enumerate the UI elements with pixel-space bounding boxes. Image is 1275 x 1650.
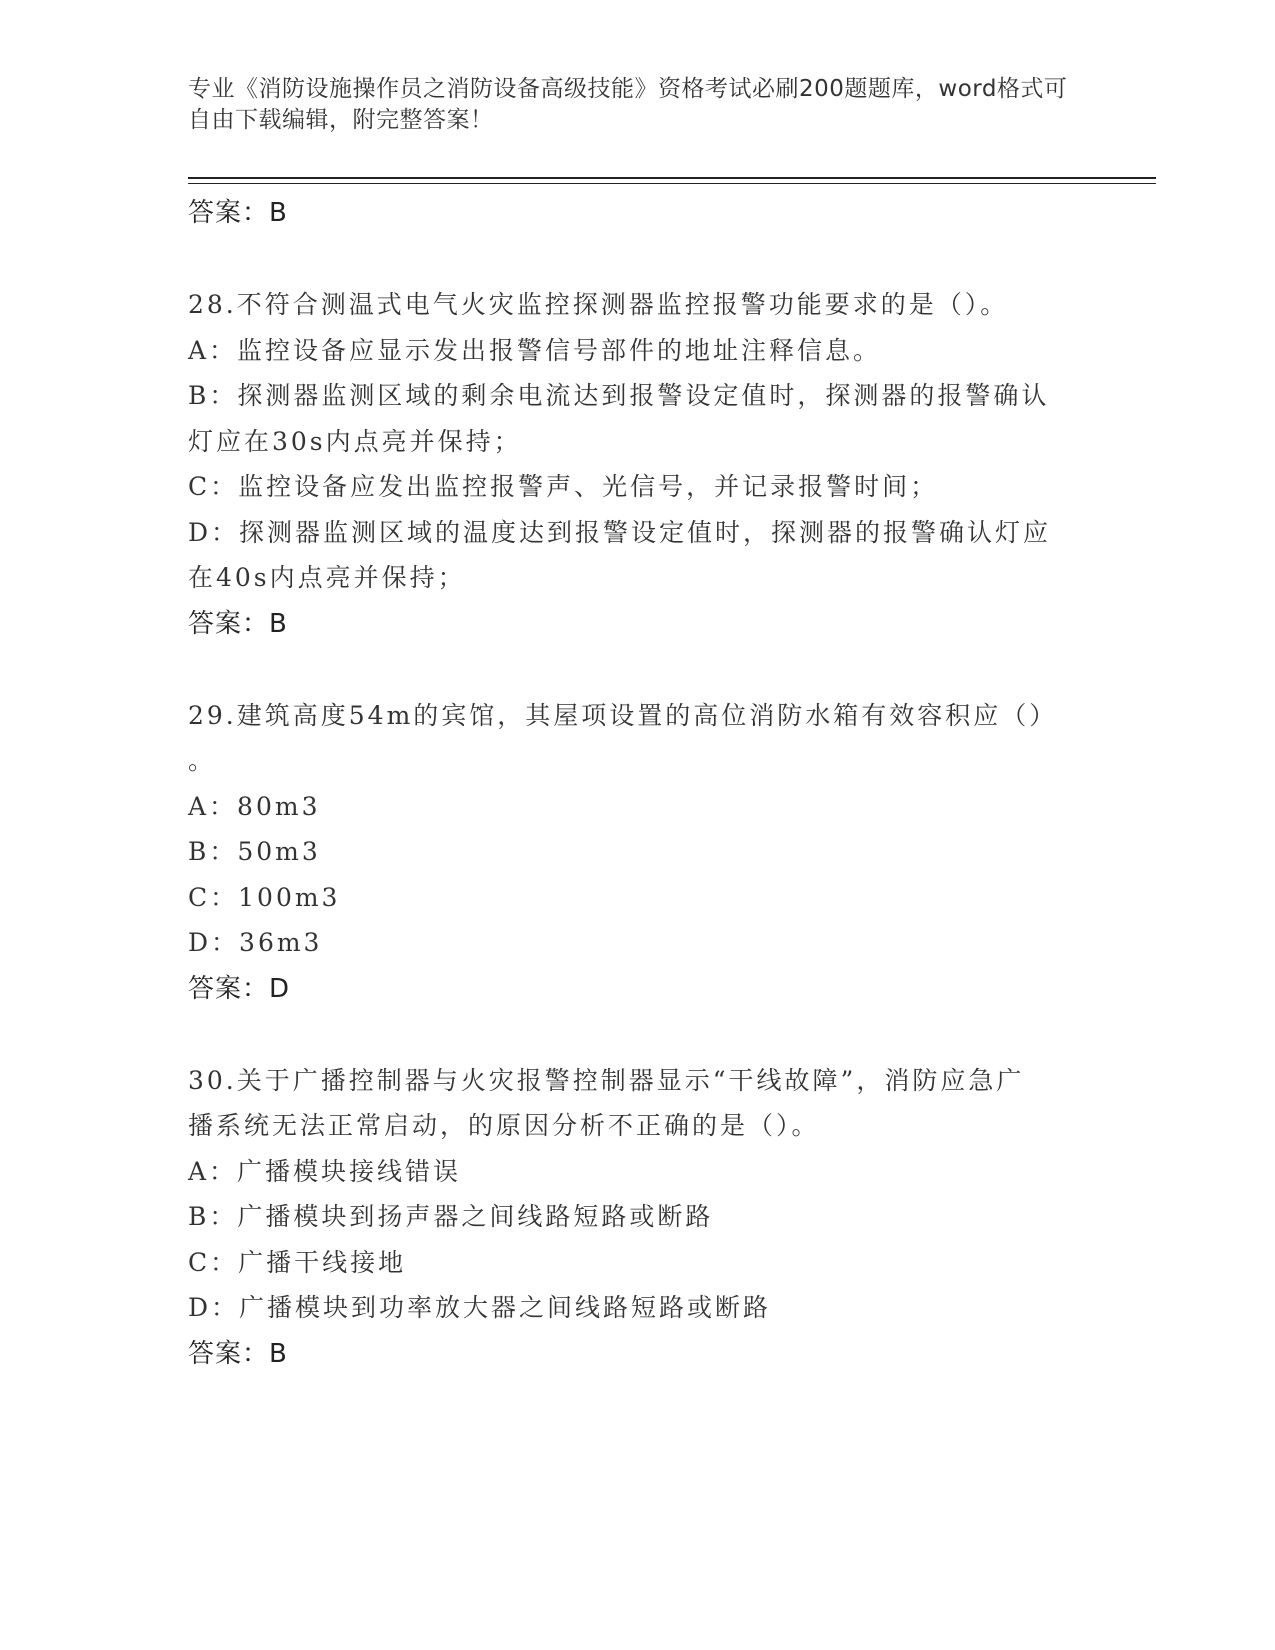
block-spacer [188,647,1088,693]
option-a: A：广播模块接线错误 [188,1156,462,1186]
question-block [188,1058,1088,1377]
option-b-continued: 灯应在30s内点亮并保持； [188,426,522,456]
option-c: C：100m3 [188,882,341,912]
answer: 答案：B [188,1338,288,1369]
question-content [188,190,1088,1377]
previous-answer: 答案：B [188,198,288,228]
option-c: C：广播干线接地 [188,1247,407,1277]
header-rule-thin [188,183,1156,184]
option-d: D：36m3 [188,928,323,957]
option-c: C：监控设备应发出监控报警声、光信号，并记录报警时间； [188,472,939,501]
option-d-continued: 在40s内点亮并保持； [188,563,466,592]
question-stem-continued: 。 [188,746,217,775]
option-a: A：80m3 [188,791,321,821]
document-header: 专业《消防设施操作员之消防设备高级技能》资格考试必刷200题题库，word格式可自由下载编辑，附完整答案！ [188,76,1068,133]
option-d: D：广播模块到功率放大器之间线路短路或断路 [188,1293,772,1322]
option-b: B：广播模块到扬声器之间线路短路或断路 [188,1202,714,1231]
block-spacer [188,1012,1088,1058]
question-stem: 28.不符合测温式电气火灾监控探测器监控报警功能要求的是（）。 [188,290,1009,319]
question-stem: 30.关于广播控制器与火灾报警控制器显示“干线故障”，消防应急广 [188,1065,1025,1095]
option-b: B：50m3 [188,837,321,866]
block-spacer [188,236,1088,282]
option-a: A：监控设备应显示发出报警信号部件的地址注释信息。 [188,335,882,365]
option-d: D：探测器监测区域的温度达到报警设定值时，探测器的报警确认灯应 [188,517,1052,547]
answer: 答案：D [188,973,291,1004]
option-b: B：探测器监测区域的剩余电流达到报警设定值时，探测器的报警确认 [188,381,1050,410]
question-block [188,693,1088,1012]
answer: 答案：B [188,608,288,639]
header-rule-thick [188,177,1156,179]
question-stem-continued: 播系统无法正常启动，的原因分析不正确的是（）。 [188,1111,820,1140]
question-block [188,282,1088,647]
question-stem: 29.建筑高度54m的宾馆，其屋项设置的高位消防水箱有效容积应（） [188,700,1058,730]
